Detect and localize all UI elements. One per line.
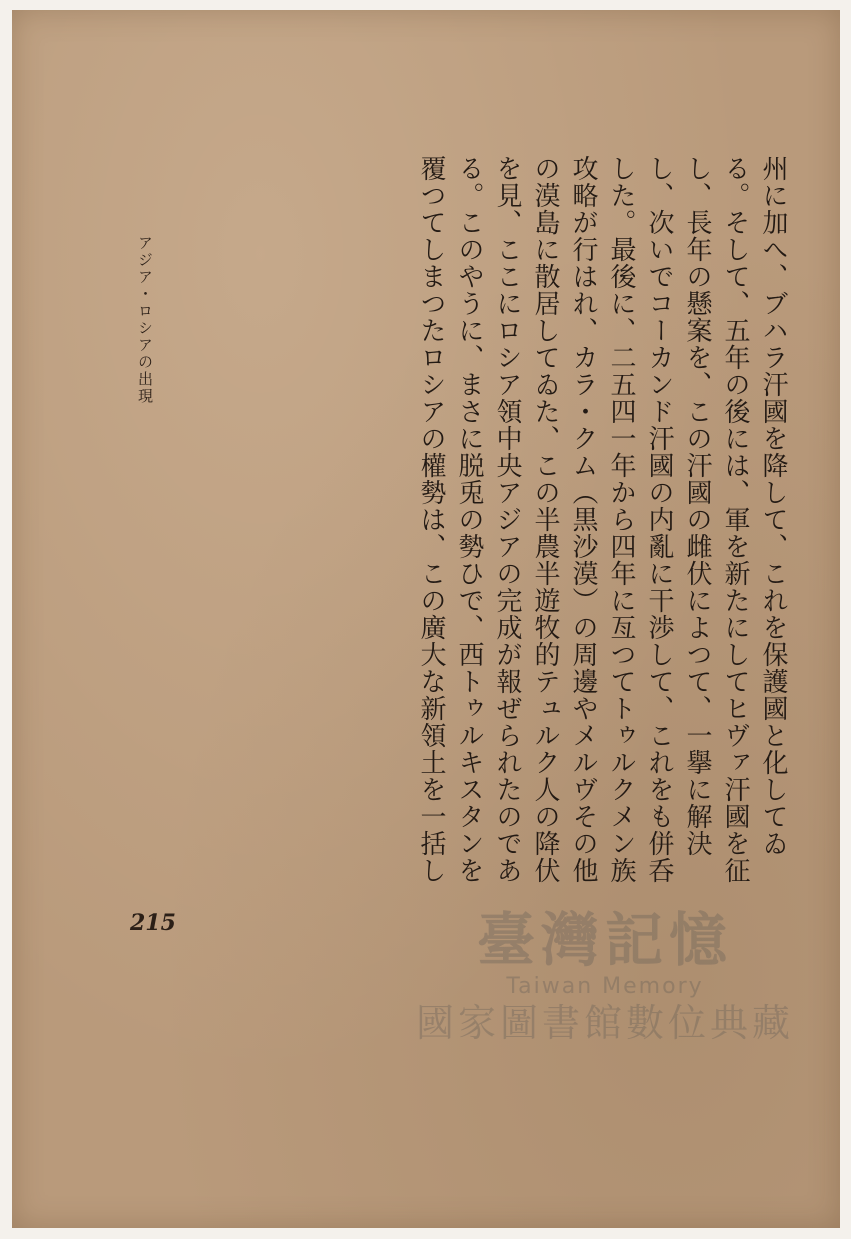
watermark-script: 臺灣記憶	[476, 906, 733, 974]
page-number: 215	[130, 910, 176, 936]
running-head: アジア・ロシアの出現	[136, 235, 154, 405]
watermark-latin: Taiwan Memory	[506, 974, 704, 999]
body-paragraph: 州に加へ、ブハラ汗國を降して、これを保護國と化してゐる。そして、五年の後には、軍を新たにしてヒヴァ汗國を征し、長年の懸案を、この汗國の雌伏によつて、一擧に解決し、次いでコーカンド汗國の内亂に干渉して、これをも併呑した。最後に、二五四一年から四年に亙つてトゥルクメン族攻略が行はれ、カラ・クム（黒沙漠）の周邊やメルヴその他の漠島に散居してゐた、この半農半遊牧的テュルク人の降伏を見、ここにロシア領中央アジアの完成が報ぜられたのである。このやうに、まさに脱兎の勢ひで、西トゥルキスタンを覆つてしまつたロシアの權勢は、この廣大な新領土を一括し	[416, 155, 788, 884]
watermark-org: 國家圖書館數位典藏	[415, 1001, 794, 1045]
body-text-column	[412, 155, 792, 895]
library-watermark	[395, 905, 815, 1047]
